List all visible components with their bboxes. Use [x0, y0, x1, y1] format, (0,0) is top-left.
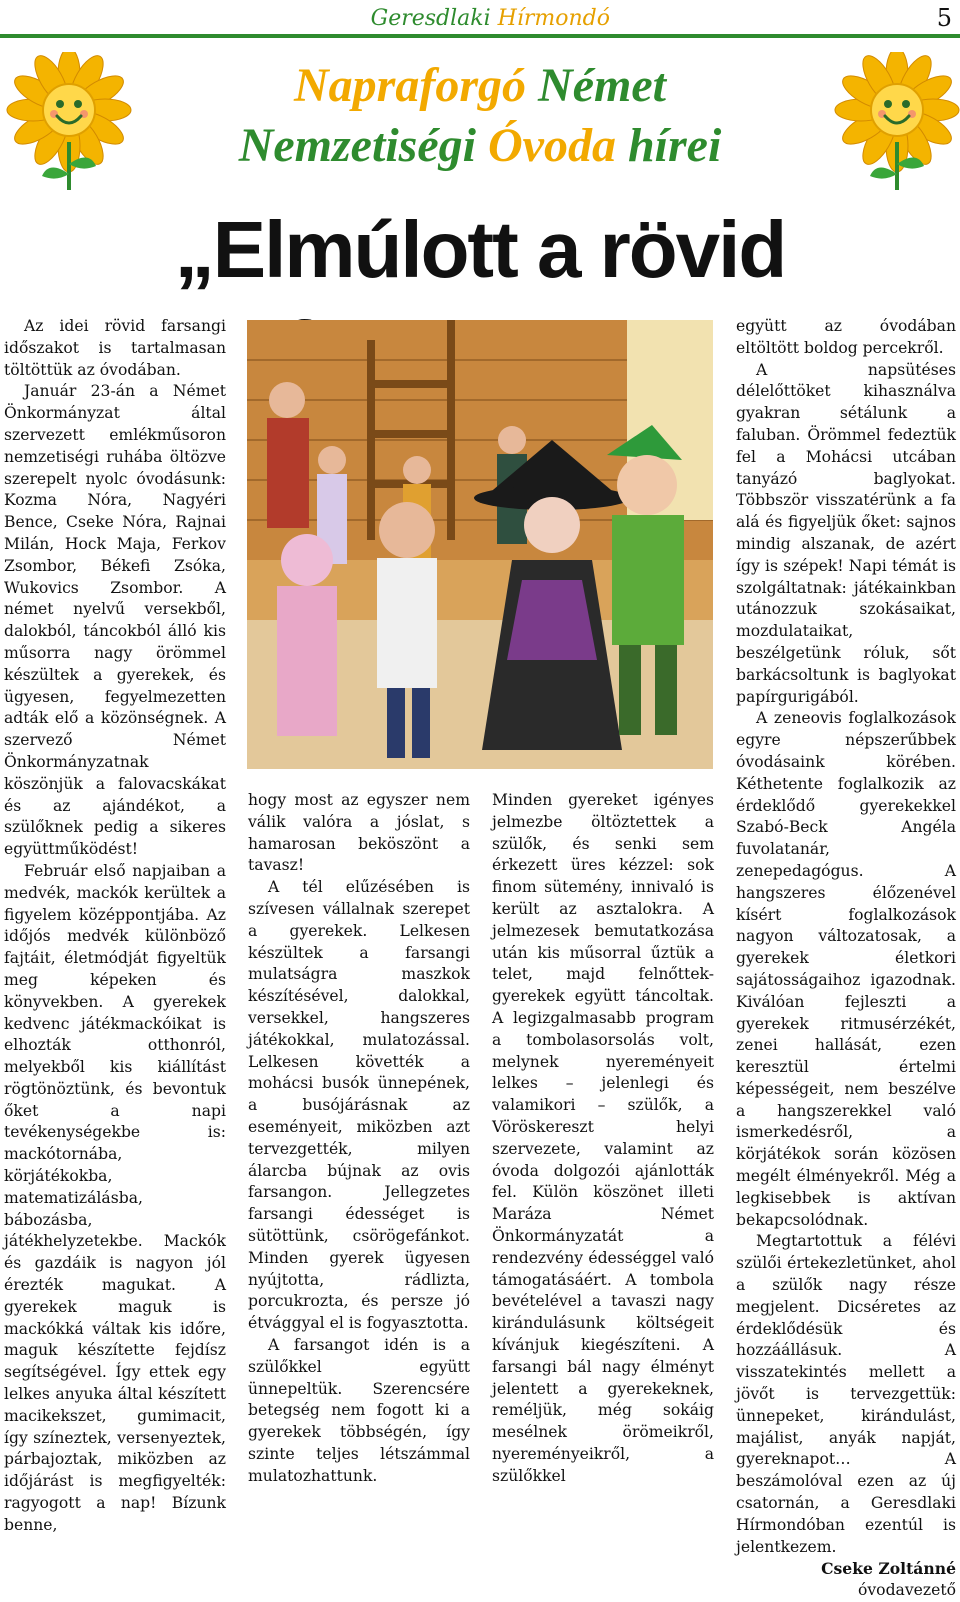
signature-role: óvodavezető: [857, 1581, 956, 1600]
paragraph: Megtartottuk a félévi szülői értekezletünket, ahol a szülők nagy része megjelent. Dicséretes az érdeklődésük és hozzáállásuk. A visszatekintés mellett a jövőt is tervezgettük: ünnepeket, kirándulást, majálist, anyák napját, gyereknapot… A beszámolóval ezen az új csatornán, a Geresdlaki Hírmondóban ezentúl is jelentkezem.: [736, 1232, 956, 1556]
paragraph: A tél elűzésében is szívesen vállalnak szerepet a gyerekek. Lelkesen készültek a farsangi mulatságra maszkok készítésével, dalokkal, versekkel, hangszeres játékokkal, mulatozással. Lelkesen követték a mohácsi busók ünnepének, a busójárásnak az eseményeit, miközben azt tervezgették, milyen álarcba bújnak az ovis farsangon. Jellegzetes farsangi édességet is sütöttünk, csörögefánkot. Minden gyerek ügyesen nyújtotta, rádlizta, porcukrozta, és persze jó étvággyal el is fogyasztotta.: [248, 878, 470, 1333]
sunflower-left-icon: [4, 52, 134, 192]
section-title-word1: Napraforgó: [294, 59, 527, 112]
paragraph: együtt az óvodában eltöltött boldog percekről.: [736, 317, 956, 357]
page-header: [0, 0, 960, 40]
article-headline: „Elmúlott a rövid: [174, 205, 786, 294]
sunflower-right-icon: [832, 52, 960, 192]
page-number: 5: [936, 4, 952, 32]
signature-name: Cseke Zoltánné: [821, 1559, 956, 1579]
section-title-word3: Nemzetiségi: [238, 119, 476, 172]
article-column-1: [4, 316, 226, 1537]
publication-name: [371, 6, 610, 31]
paragraph: Az idei rövid farsangi időszakot is tartalmasan töltöttük az óvodában.: [4, 317, 226, 379]
section-title-word5: hírei: [627, 119, 722, 172]
paragraph: Február első napjaiban a medvék, mackók kerültek a figyelem középpontjába. Az időjós medvék különböző fajtáit, életmódját figyeltük meg képeken és könyvekben. A gyerekek kedvenc játékmackóikat is elhozták otthonról, melyekből kis kiállítást rögtönöztünk, és bevontuk őket a napi tevékenységekbe is: mackótornába, körjátékokba, matematizálásba, bábozásba, játékhelyzetekbe. Mackók és gazdáik is nagyon jól érezték magukat. A gyerekek maguk is mackókká váltak kis időre, maguk készítette fejdísz segítségével. Így ettek egy lelkes anyuka által készített macikekszet, gumimacit, így színeztek, versenyeztek, párbajoztak, miközben az időjárást is megfigyelték: ragyogott a nap! Bízunk benne,: [4, 861, 226, 1534]
section-title-word2: Német: [538, 59, 666, 112]
carnival-photo: [247, 320, 713, 769]
header-rule: [0, 34, 960, 38]
article-column-3: [492, 790, 714, 1488]
paragraph: hogy most az egyszer nem válik valóra a jóslat, s hamarosan beköszönt a tavasz!: [248, 791, 470, 875]
section-title-word4: Óvoda: [487, 119, 616, 172]
paragraph: A farsangot idén is a szülőkkel együtt ünnepeltük. Szerencsére betegség nem fogott ki a gyerekek többségén, így szinte teljes létszámmal mulatozhattunk.: [248, 1335, 470, 1485]
paragraph: Minden gyereket igényes jelmezbe öltöztettek a szülők, és senki sem érkezett üres kézzel: sok finom sütemény, innivaló is került az asztalokra. A jelmezesek bemutatkozása után kis műsorral űztük a telet, majd felnőttek-gyerekek együtt táncoltak. A legizgalmasabb program a tombolasorsolás volt, melynek nyereményeit lelkes – jelenlegi és valamikori – szülők, a Vöröskereszt helyi szervezete, valamint az óvoda dolgozói ajánlották fel. Külön köszönet illeti Maráza Német Önkormányzatát a rendezvény édességgel való támogatásáért. A tombola bevételével a tavaszi nagy kirándulásunk költségeit kívánjuk kiegészíteni. A farsangi bál nagy élményt jelentett a gyerekeknek, reméljük, még sokáig mesélnek örömeikről, nyereményeikről, a szülőkkel: [492, 791, 714, 1485]
paragraph: A zeneovis foglalkozások egyre népszerűbbek óvodásaink körében. Kéthetente foglalkozik az érdeklődő gyerekekkel Szabó-Beck Angéla fuvolatanár, zenepedagógus. A hangszeres élőzenével kísért foglalkozások nagyon változatosak, a gyerekek életkori sajátosságaihoz igazodnak. Kiválóan fejleszti a gyerekek ritmusérzékét, zenei hallását, ezen keresztül értelmi képességeit, nem beszélve a hangszerekkel való ismerkedésről, a körjátékok során közösen megélt élményekről. Még a legkisebbek is aktívan bekapcsolódnak.: [736, 709, 956, 1229]
article-column-4: [736, 316, 956, 1602]
publication-name-part2: Hírmondó: [497, 6, 610, 31]
paragraph: Január 23-án a Német Önkormányzat által szervezett emlékműsoron nemzetiségi ruhába öltözve szerepelt nyolc óvodásunk: Kozma Nóra, Nagyéri Bence, Cseke Nóra, Rajnai Milán, Hock Maja, Ferkov Zsombor, Békefi Zsóka, Wukovics Zsombor. A német nyelvű versekből, dalokból, táncokból álló kis műsorra nagy örömmel készültek a gyerekek, és ügyesen, fegyelmezetten adták elő a közönségnek. A szervező Német Önkormányzatnak köszönjük a falovacskákat és az ajándékot, a szülőknek pedig a sikeres együttműködést!: [4, 382, 226, 859]
paragraph: A napsütéses délelőttöket kihasználva gyakran sétálunk a faluban. Örömmel fedeztük fel a Mohácsi utcában tanyázó baglyokat. Többször visszatérünk a fa alá és figyeljük őket: sajnos mindig alszanak, de azért így is szépek! Napi témát is szolgáltatnak: játékainkban utánozzuk szokásaikat, mozdulataikat, beszélgetünk róluk, sőt barkácsoltunk is baglyokat papírgurigából.: [736, 360, 956, 706]
publication-name-part1: Geresdlaki: [370, 6, 491, 31]
article-column-2: [248, 790, 470, 1488]
section-title: [150, 56, 810, 176]
